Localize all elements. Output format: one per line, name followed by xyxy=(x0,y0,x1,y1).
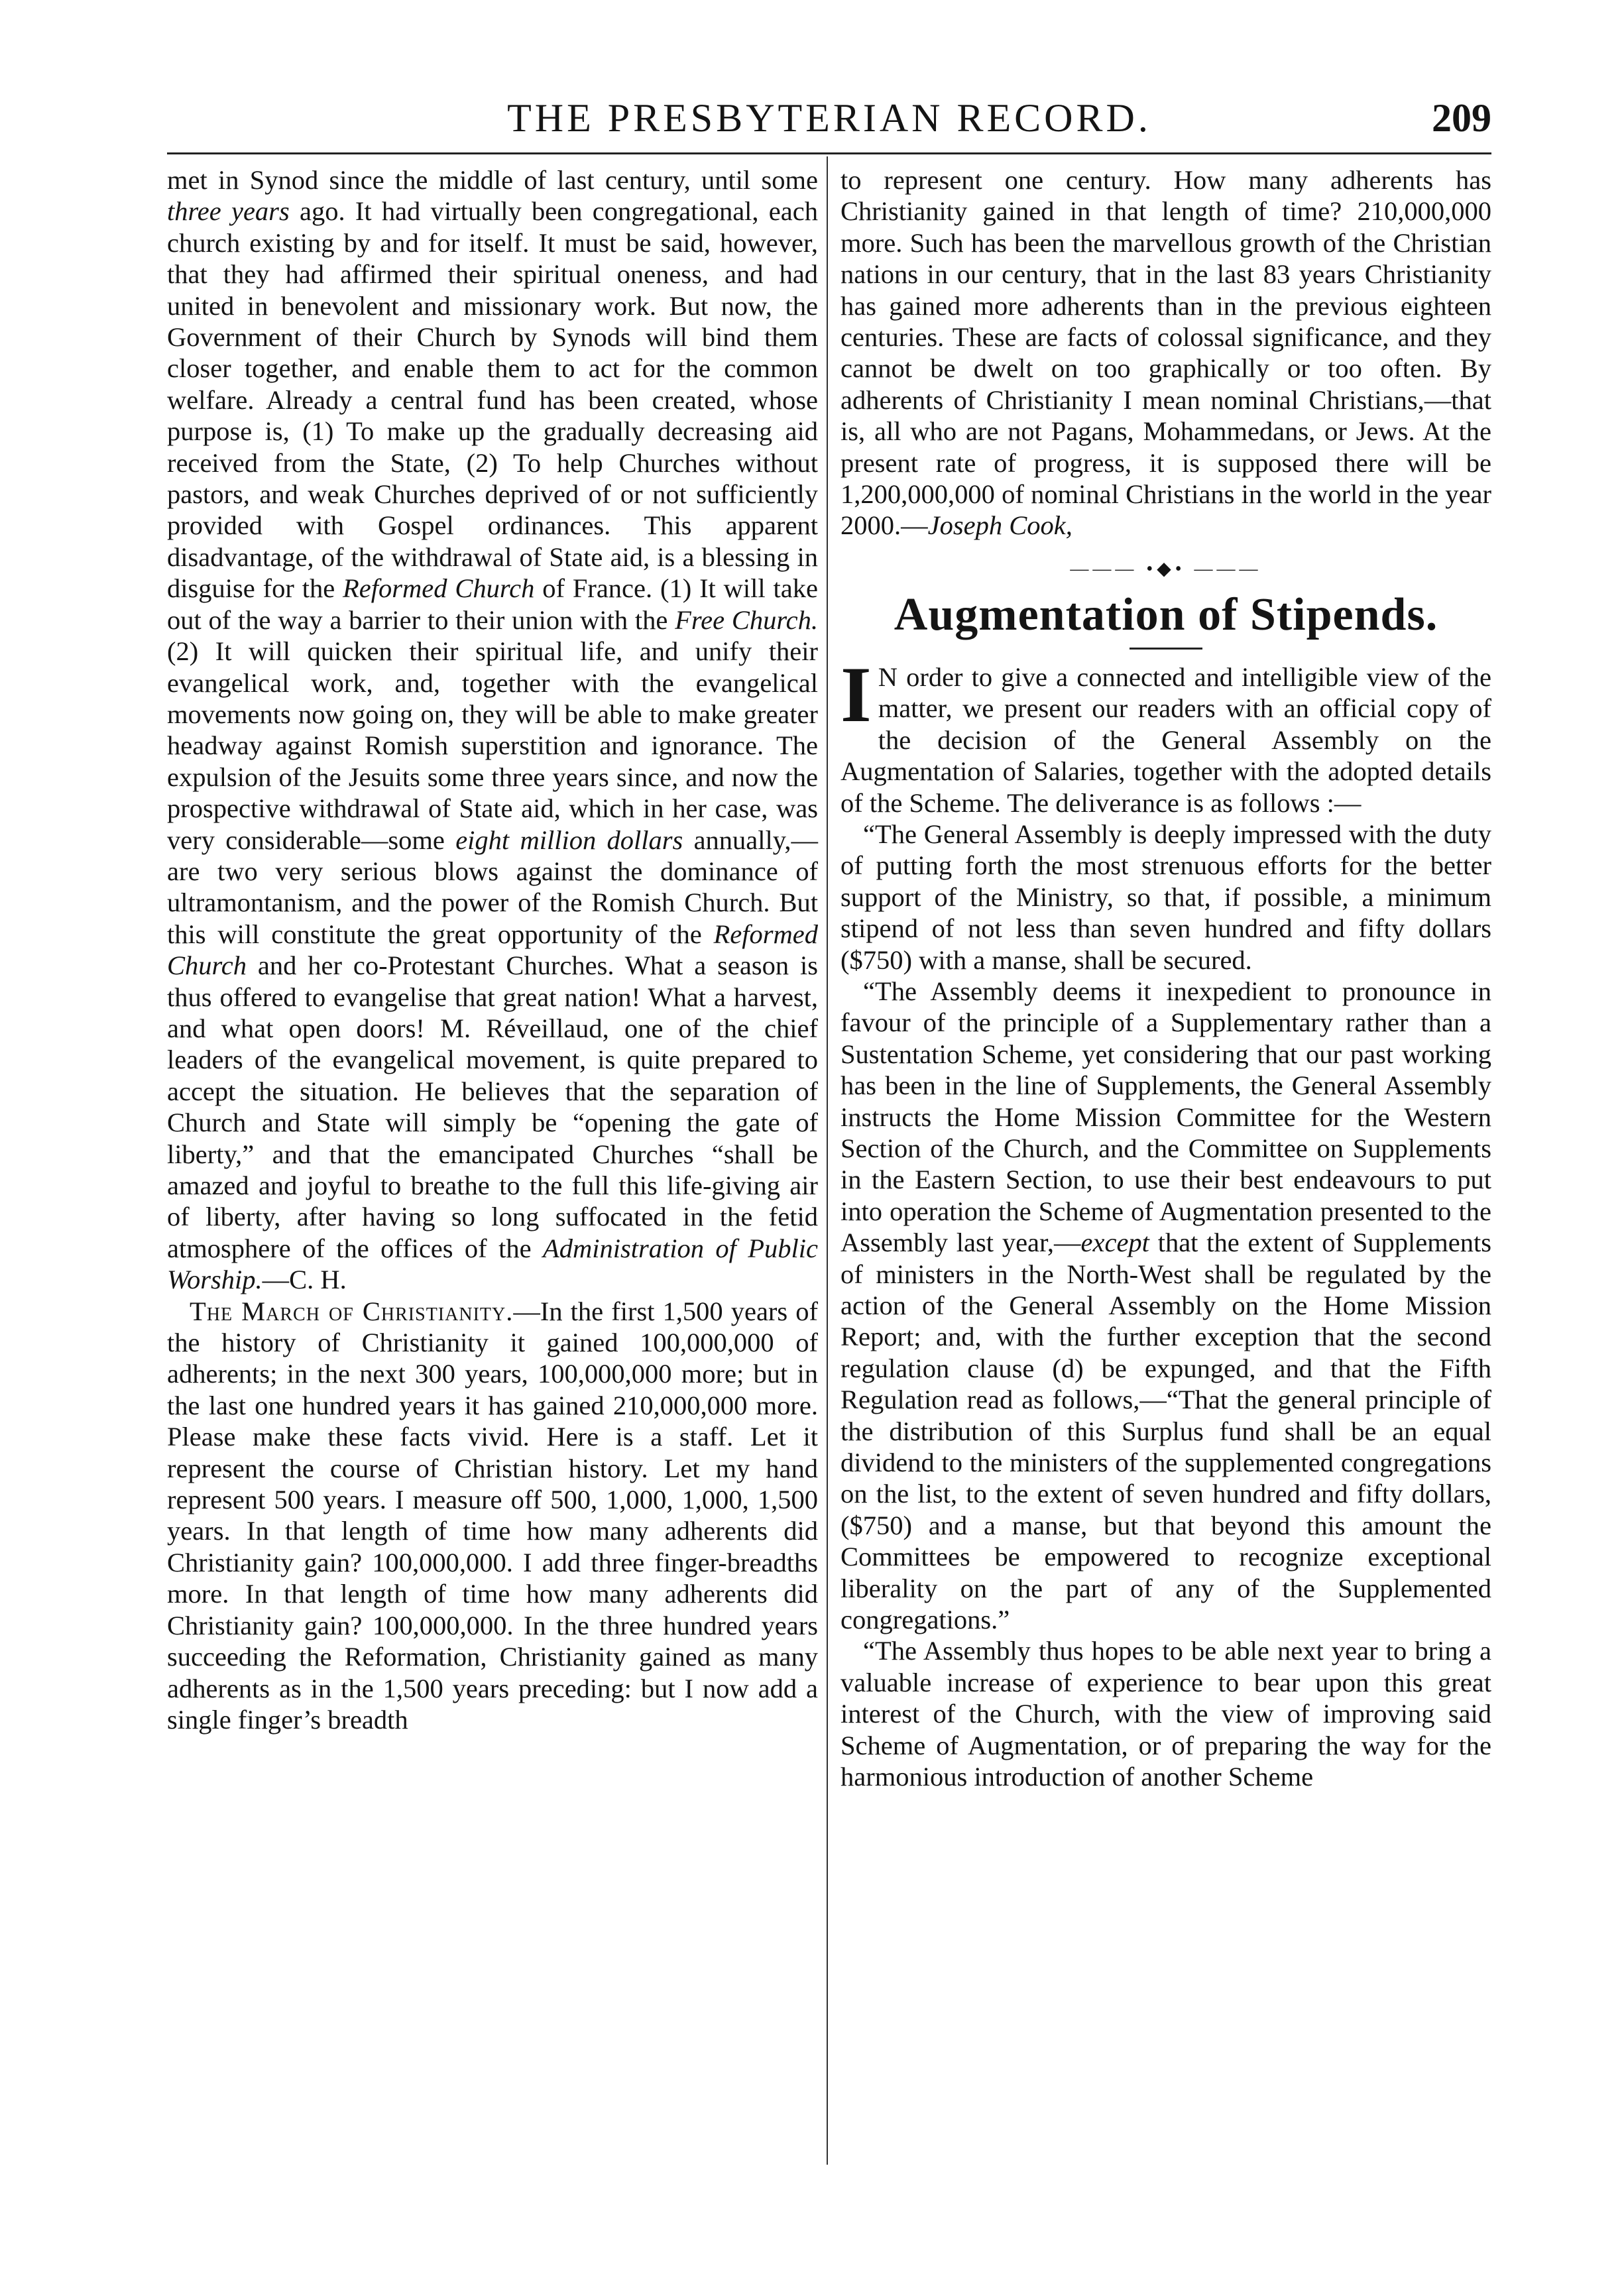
deliverance-paragraph-1: “The General Assembly is deeply impressed with the duty of putting forth the most strenuous efforts for the better support of the Ministry, so that, if possible, a minimum stipend of not less than seven hundred and fifty dollars ($750) with a manse, shall be secured. xyxy=(841,819,1491,975)
right-column xyxy=(841,164,1491,1793)
march-of-christianity-paragraph: The March of Christianity.—In the first 1,500 years of the history of Christianity it gained 100,000,000 of adherents; in the next 300 years, 100,000,000 more; but in the last one hundred years it has gained 210,000,000 more. Please make these facts vivid. Here is a staff. Let it represent the course of Christian history. Let my hand represent 500 years. I measure off 500, 1,000, 1,000, 1,500 years. In that length of time how many adherents did Christianity gain? 100,000,000. I add three finger-breadths more. In that length of time how many adherents did Christianity gain? 100,000,000. In the three hundred years succeeding the Reformation, Christianity gained as many adherents as in the 1,500 years preceding: but I now add a single finger’s breadth xyxy=(167,1296,818,1735)
header-rule xyxy=(167,152,1491,154)
left-column xyxy=(167,164,818,1735)
short-rule xyxy=(1130,648,1202,650)
section-heading: Augmentation of Stipends. xyxy=(894,589,1438,640)
page-number: 209 xyxy=(1432,96,1491,140)
author-signature: Joseph Cook, xyxy=(927,510,1073,541)
running-title: THE PRESBYTERIAN RECORD. xyxy=(507,96,1151,140)
intro-paragraph: I N order to give a connected and intelligible view of the matter, we present our readers with an official copy of the decision of the General Assembly on the Augmentation of Salaries, together with the adopted details of the Scheme. The deliverance is as follows :— xyxy=(841,650,1491,818)
deliverance-paragraph-2: “The Assembly deems it inexpedient to pronounce in favour of the principle of a Supplementary rather than a Sustentation Scheme, yet considering that our past working has been in the line of Supplements, the General Assembly instructs the Home Mission Committee for the Western Section of the Church, and the Committee on Supplements in the Eastern Section, to use their best endeavours to put into operation the Scheme of Augmentation presented to the Assembly last year,—except that the extent of Supplements of ministers in the North-West shall be regulated by the action of the General Assembly on the Home Mission Report; and, with the further exception that the second regulation clause (d) be expunged, and that the Fifth Regulation read as follows,—“That the general principle of the distribution of this Surplus fund shall be an equal dividend to the ministers of the supplemented congregations on the list, to the extent of seven hundred and fifty dollars, ($750) and a manse, but that beyond this amount the Committees be empowered to recognize exceptional liberality on the part of any of the Supplemented congregations.” xyxy=(841,976,1491,1635)
article-continuation-paragraph: met in Synod since the middle of last century, until some three years ago. It had virtually been congregational, each church existing by and for itself. It must be said, however, that they had affirmed their spiritual oneness, and had united in benevolent and missionary work. But now, the Government of their Church by Synods will bind them closer together, and enable them to act for the common welfare. Already a central fund has been created, whose purpose is, (1) To make up the gradually decreasing aid received from the State, (2) To help Churches without pastors, and weak Churches deprived of or not sufficiently provided with Gospel ordinances. This apparent disadvantage, of the withdrawal of State aid, is a blessing in disguise for the Reformed Church of France. (1) It will take out of the way a barrier to their union with the Free Church. (2) It will quicken their spiritual life, and unify their evangelical work, and, together with the evangelical movements now going on, they will be able to make greater headway against Romish superstition and ignorance. The expulsion of the Jesuits some three years since, and now the prospective withdrawal of State aid, which in her case, was very considerable—some eight million dollars annually,—are two very serious blows against the dominance of ultramontanism, and the power of the Romish Church. But this will constitute the great opportunity of the Reformed Church and her co-Protestant Churches. What a season is thus offered to evangelise that great nation! What a harvest, and what open doors! M. Réveillaud, one of the chief leaders of the evangelical movement, is quite prepared to accept the situation. He believes that the separation of Church and State will simply be “opening the gate of liberty,” and that the emancipated Churches “shall be amazed and joyful to breathe to the full this life-giving air of liberty, after having so long suffocated in the fetid atmosphere of the offices of the Administration of Public Worship.—C. H. xyxy=(167,165,819,1295)
page-header xyxy=(167,85,1491,151)
ornament-divider: ——— •◆• ——— xyxy=(1070,558,1262,579)
column-divider xyxy=(827,156,828,2165)
deliverance-paragraph-3: “The Assembly thus hopes to be able next year to bring a valuable increase of experience to bear upon this great interest of the Church, with the view of improving said Scheme of Augmentation, or of preparing the way for the harmonious introduction of another Scheme xyxy=(841,1636,1491,1792)
drop-cap: I xyxy=(841,650,872,738)
march-continuation-paragraph: to represent one century. How many adherents has Christianity gained in that length of time? 210,000,000 more. Such has been the marvellous growth of the Christian nations in our century, that in the last 83 years Christianity has gained more adherents than in the previous eighteen centuries. These are facts of colossal significance, and they cannot be dwelt on too graphically or too often. By adherents of Christianity I mean nominal Christians,—that is, all who are not Pagans, Mohammedans, or Jews. At the present rate of progress, it is supposed there will be 1,200,000,000 of nominal Christians in the world in the year 2000.—Joseph Cook, xyxy=(841,165,1491,541)
run-in-heading: The March of Christianity. xyxy=(190,1296,514,1326)
